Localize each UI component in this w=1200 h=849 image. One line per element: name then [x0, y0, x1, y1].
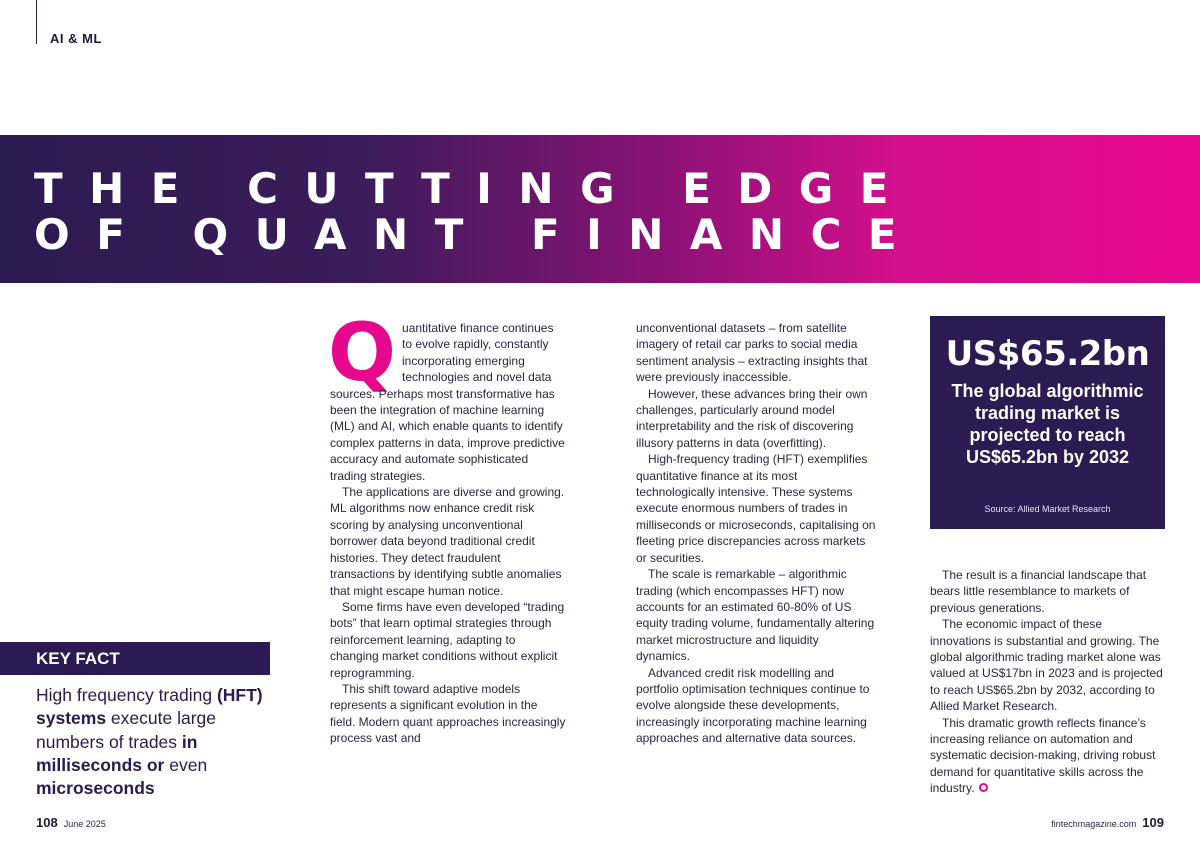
end-mark-icon — [979, 783, 988, 792]
paragraph: Some firms have even developed “trading bots” that learn optimal strategies through reinforcement learning, adapting to changing market conditions without explicit reprogramming. — [330, 599, 565, 680]
page-title-line-2: OF QUANT FINANCE — [34, 210, 924, 259]
paragraph: The applications are diverse and growing. ML algorithms now enhance credit risk scoring by analysing unconventional borrower data beyond traditional credit histories. They detect fraudulent transactions by identifying subtle anomalies that might escape human notice. — [330, 485, 565, 598]
paragraph: The result is a financial landscape that bears little resemblance to markets of previous generations. — [930, 568, 1147, 615]
article-column-3 — [930, 567, 1166, 797]
paragraph: Advanced credit risk modelling and portfolio optimisation techniques continue to evolve alongside these developments, increasingly incorporating machine learning approaches and alternative data sources. — [636, 665, 870, 746]
stat-caption: The global algorithmic trading market is projected to reach US$65.2bn by 2032 — [951, 381, 1144, 467]
key-fact-text — [36, 684, 266, 800]
key-fact-part: execute large numbers of trades — [36, 708, 216, 752]
paragraph-text: This dramatic growth reflects finance’s increasing reliance on automation and systematic decision-making, driving robust demand for quantitative skills across the industry. — [930, 715, 1156, 796]
paragraph: However, these advances bring their own challenges, particularly around model interpretability and the risk of discovering illusory patterns in data (overfitting). — [636, 386, 868, 450]
paragraph — [930, 715, 1166, 797]
page-title-line-1: THE CUTTING EDGE — [34, 164, 915, 213]
footer-left — [36, 815, 106, 830]
key-fact-emphasis: microseconds — [36, 778, 155, 799]
stat-figure: US$65.2bn — [945, 334, 1150, 374]
stat-callout — [930, 316, 1165, 529]
key-fact-bar — [0, 642, 270, 675]
section-rule — [36, 0, 37, 44]
site-url: fintechmagazine.com — [1051, 819, 1137, 829]
section-tag: AI & ML — [50, 31, 102, 46]
page-number-right: 109 — [1142, 815, 1164, 830]
stat-source: Source: Allied Market Research — [984, 504, 1111, 514]
paragraph: This shift toward adaptive models represents a significant evolution in the field. Modern quant approaches increasingly process vast and — [330, 681, 566, 746]
drop-cap: Q — [328, 306, 397, 399]
footer-right — [1051, 815, 1164, 830]
paragraph: The scale is remarkable – algorithmic trading (which encompasses HFT) now accounts for an estimated 60-80% of US equity trading volume, fundamentally altering market microstructure and liquidity dynamics. — [636, 567, 875, 664]
paragraph: uantitative finance continues to evolve rapidly, constantly incorporating emerging technologies and novel data sources. Perhaps most transformative has been the integration of machine learning (ML) and AI, which enable quants to identify complex patterns in data, improve predictive accuracy and automate sophisticated trading strategies. — [330, 321, 565, 483]
key-fact-emphasis: in milliseconds or — [36, 731, 198, 775]
page-number-left: 108 — [36, 815, 58, 830]
paragraph: High-frequency trading (HFT) exemplifies quantitative finance at its most technologically intensive. These systems execute enormous numbers of trades in milliseconds or microseconds, capitalising on fleeting price discrepancies across markets or securities. — [636, 452, 876, 565]
key-fact-emphasis: (HFT) systems — [36, 685, 263, 729]
issue-date: June 2025 — [63, 819, 106, 829]
paragraph: unconventional datasets – from satellite imagery of retail car parks to social media sentiment analysis – extracting insights that were previously inaccessible. — [636, 321, 868, 385]
key-fact-label: KEY FACT — [36, 649, 120, 668]
paragraph: The economic impact of these innovations is substantial and growing. The global algorithmic trading market alone was valued at US$17bn in 2023 and is projected to reach US$65.2bn by 2032, according to Allied Market Research. — [930, 617, 1163, 714]
article-column-2 — [636, 320, 876, 747]
key-fact-part: High frequency trading — [36, 685, 217, 705]
key-fact-part: even — [164, 754, 208, 775]
article-column-1 — [328, 306, 566, 747]
